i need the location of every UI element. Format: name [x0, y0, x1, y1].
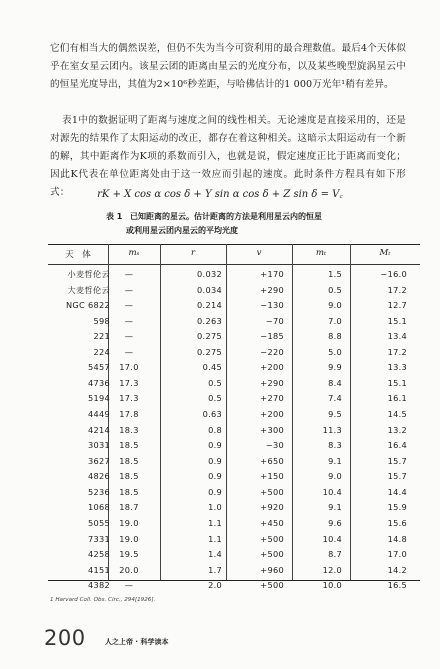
table-caption-label: 表 1 — [106, 212, 123, 221]
header-object: 天 体 — [65, 250, 91, 260]
r-value: 0.275 — [197, 346, 222, 357]
mt-value: 10.4 — [322, 486, 342, 497]
v-value: +200 — [260, 362, 284, 373]
paragraph-1: 它们有相当大的偶然误差，但仍不失为当今可资利用的最合理数值。最后4个天体似乎在室女星云团内。该星云团的距离由星云的光度分布，以及某些晚型旋涡星云中的恒星光度导出，其值为2×10⁶秒差距，与哈佛估计的1 000万光年¹稍有差异。 — [50, 43, 406, 90]
ms-value: 17.0 — [119, 362, 139, 373]
v-value: +500 — [260, 549, 284, 560]
v-value: +920 — [260, 502, 284, 513]
r-value: 0.45 — [202, 362, 222, 373]
v-value: −130 — [260, 300, 284, 311]
Mt-value: 16.5 — [387, 580, 407, 591]
object-name: 5194 — [87, 393, 110, 404]
r-value: 0.263 — [197, 315, 222, 326]
Mt-value: 14.8 — [387, 533, 407, 544]
v-value: +450 — [260, 517, 284, 528]
mt-value: 8.8 — [328, 331, 342, 342]
ms-value: 17.3 — [119, 377, 139, 388]
v-value: −70 — [265, 315, 284, 326]
mt-value: 11.3 — [322, 424, 342, 435]
object-name: 4736 — [87, 377, 110, 388]
table-caption-line-2: 或利用星云团内星云的平均光度 — [126, 226, 238, 235]
object-name: 598 — [93, 315, 110, 326]
header-Mt: Mₜ — [379, 248, 391, 258]
mt-value: 9.1 — [328, 455, 342, 466]
v-value: −30 — [265, 440, 284, 451]
mt-value: 1.5 — [328, 269, 342, 279]
object-name: 大麦哲伦云 — [67, 284, 110, 295]
Mt-value: 15.9 — [387, 502, 407, 513]
r-value: 1.1 — [208, 517, 222, 528]
v-value: +200 — [260, 409, 284, 420]
object-name: 1068 — [87, 502, 110, 513]
r-value: 0.034 — [197, 284, 222, 295]
Mt-value: 13.3 — [387, 362, 407, 373]
Mt-value: 14.4 — [387, 486, 407, 497]
mt-value: 0.5 — [328, 284, 342, 295]
mt-value: 9.1 — [328, 502, 342, 513]
r-value: 0.63 — [202, 409, 222, 420]
table-caption-line-1: 已知距离的星云。估计距离的方法是利用星云内的恒星 — [130, 212, 322, 221]
object-name: 7331 — [87, 533, 110, 544]
r-value: 0.8 — [208, 424, 222, 435]
r-value: 1.0 — [208, 502, 222, 513]
mt-value: 10.4 — [322, 533, 342, 544]
condition-equation: rK + X cos α cos δ + Y sin α cos δ + Z sin δ = V꜀ — [97, 189, 343, 200]
mt-value: 9.0 — [328, 300, 342, 311]
object-name: 4382 — [87, 580, 110, 591]
mt-value: 8.7 — [328, 549, 342, 560]
v-value: +960 — [260, 564, 284, 575]
r-value: 0.032 — [197, 269, 222, 279]
object-name: NGC 6822 — [65, 300, 110, 311]
mt-value: 8.4 — [328, 377, 342, 388]
table-column-divider — [226, 244, 227, 580]
mt-value: 8.3 — [328, 440, 342, 451]
mt-value: 9.9 — [328, 362, 342, 373]
object-name: 4214 — [87, 424, 110, 435]
ms-value: 18.3 — [119, 424, 139, 435]
ms-value: 19.0 — [119, 533, 139, 544]
r-value: 0.214 — [197, 300, 222, 311]
paragraph-2: 表1中的数据证明了距离与速度之间的线性相关。无论速度是直接采用的，还是对源先的结果作了太阳运动的改正，都存在着这种相关。这暗示太阳运动有一个新的解，其中距离作为K项的系数而引入，也就是说，假定速度正比于距离而变化；因此K代表在单位距离处由于这一效应而引起的速度。此时条件方程具有如下形式： — [50, 115, 406, 198]
Mt-value: 17.2 — [387, 346, 407, 357]
table-header-rule — [48, 264, 420, 265]
v-value: +150 — [260, 471, 284, 482]
header-ms: mₛ — [128, 248, 140, 258]
Mt-value: 16.4 — [387, 440, 407, 451]
mt-value: 12.0 — [322, 564, 342, 575]
ms-value: 19.5 — [119, 549, 139, 560]
ms-value: 20.0 — [119, 564, 139, 575]
ms-value: 19.0 — [119, 517, 139, 528]
Mt-value: 15.1 — [387, 377, 407, 388]
v-value: −220 — [260, 346, 284, 357]
mt-value: 9.5 — [328, 409, 342, 420]
r-value: 0.9 — [208, 486, 222, 497]
ms-value: 18.5 — [119, 455, 139, 466]
object-name: 小麦哲伦云 — [67, 269, 110, 279]
page-number: 200 — [44, 626, 86, 650]
ms-value: 18.5 — [119, 440, 139, 451]
v-value: +290 — [260, 377, 284, 388]
object-name: 3627 — [87, 455, 110, 466]
ms-value: 18.7 — [119, 502, 139, 513]
r-value: 0.5 — [208, 377, 222, 388]
v-value: +500 — [260, 580, 284, 591]
ms-value: — — [124, 269, 134, 279]
r-value: 2.0 — [208, 580, 222, 591]
r-value: 0.5 — [208, 393, 222, 404]
ms-value: 17.8 — [119, 409, 139, 420]
Mt-value: 16.1 — [387, 393, 407, 404]
v-value: +300 — [260, 424, 284, 435]
table-top-rule — [48, 244, 420, 245]
r-value: 0.9 — [208, 440, 222, 451]
v-value: +270 — [260, 393, 284, 404]
v-value: −185 — [260, 331, 284, 342]
Mt-value: 14.2 — [387, 564, 407, 575]
v-value: +290 — [260, 284, 284, 295]
ms-value: — — [124, 331, 134, 342]
r-value: 0.9 — [208, 471, 222, 482]
ms-value: — — [124, 315, 134, 326]
mt-value: 10.0 — [322, 580, 342, 591]
r-value: 1.7 — [208, 564, 222, 575]
object-name: 5236 — [87, 486, 110, 497]
Mt-value: 12.7 — [387, 300, 407, 311]
Mt-value: −16.0 — [380, 269, 407, 279]
r-value: 0.275 — [197, 331, 222, 342]
Mt-value: 15.6 — [387, 517, 407, 528]
object-name: 3031 — [87, 440, 110, 451]
running-title: 人之上帝 · 科学读本 — [105, 638, 169, 646]
mt-value: 9.6 — [328, 517, 342, 528]
table-column-divider — [350, 244, 351, 580]
object-name: 5055 — [87, 517, 110, 528]
ms-value: 17.3 — [119, 393, 139, 404]
mt-value: 7.4 — [328, 393, 342, 404]
object-name: 221 — [93, 331, 110, 342]
header-v: v — [256, 248, 262, 258]
Mt-value: 15.1 — [387, 315, 407, 326]
object-name: 5457 — [87, 362, 110, 373]
footnote: 1 Harvard Coll. Obs. Circ., 294[1926]. — [50, 597, 156, 603]
ms-value: — — [124, 346, 134, 357]
ms-value: — — [124, 284, 134, 295]
Mt-value: 15.7 — [387, 455, 407, 466]
Mt-value: 17.2 — [387, 284, 407, 295]
r-value: 1.1 — [208, 533, 222, 544]
Mt-value: 13.4 — [387, 331, 407, 342]
mt-value: 7.0 — [328, 315, 342, 326]
header-r: r — [190, 248, 196, 258]
v-value: +500 — [260, 486, 284, 497]
object-name: 4151 — [87, 564, 110, 575]
object-name: 4826 — [87, 471, 110, 482]
table-column-divider — [160, 244, 161, 580]
table-column-divider — [292, 244, 293, 580]
Mt-value: 14.5 — [387, 409, 407, 420]
header-mt: mₜ — [315, 248, 327, 258]
Mt-value: 13.2 — [387, 424, 407, 435]
object-name: 4258 — [87, 549, 110, 560]
v-value: +650 — [260, 455, 284, 466]
v-value: +500 — [260, 533, 284, 544]
v-value: +170 — [260, 269, 284, 279]
Mt-value: 15.7 — [387, 471, 407, 482]
ms-value: — — [124, 300, 134, 311]
object-name: 224 — [93, 346, 110, 357]
r-value: 0.9 — [208, 455, 222, 466]
ms-value: 18.5 — [119, 486, 139, 497]
object-name: 4449 — [87, 409, 110, 420]
ms-value: 18.5 — [119, 471, 139, 482]
ms-value: — — [124, 580, 134, 591]
mt-value: 9.0 — [328, 471, 342, 482]
Mt-value: 17.0 — [387, 549, 407, 560]
r-value: 1.4 — [208, 549, 222, 560]
mt-value: 5.0 — [328, 346, 342, 357]
